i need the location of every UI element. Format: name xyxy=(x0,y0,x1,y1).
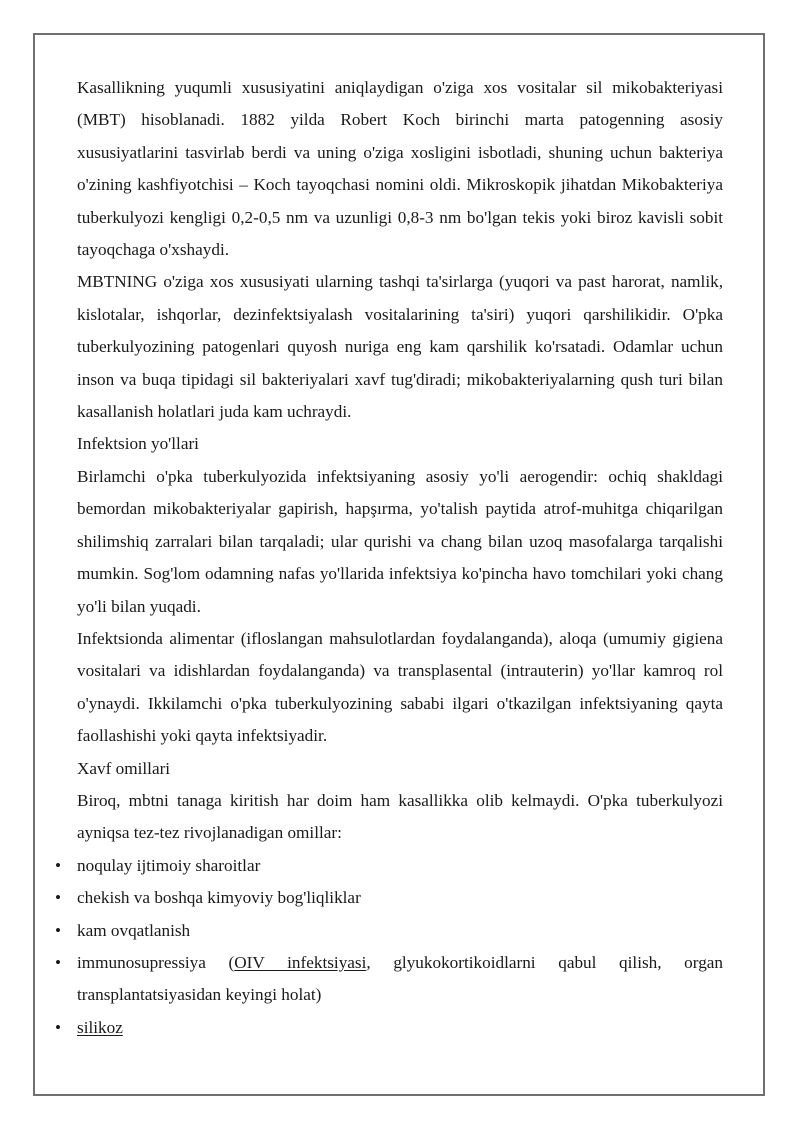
list-item-text: noqulay ijtimoiy sharoitlar xyxy=(77,855,261,875)
bullet-icon: • xyxy=(55,920,62,940)
list-item xyxy=(55,947,724,1012)
bullet-icon: • xyxy=(55,952,62,972)
paragraph-other-routes: Infektsionda alimentar (ifloslangan mahsulotlardan foydalanganda), aloqa (umumiy gigiena vositalari va idishlardan foydalanganda) va transplasental (intrauterin) yo'llar kamroq rol o'ynaydi. Ikkilamchi o'pka tuberkulyozining sababi ilgari o'tkazilgan infektsiyaning qayta faollashishi yoki qayta infektsiyadir. xyxy=(77,628,723,746)
list-item xyxy=(55,1012,723,1044)
paragraph-mbt-intro: Kasallikning yuqumli xususiyatini aniqlaydigan o'ziga xos vositalar sil mikobakteriyasi (MBT) hisoblanadi. 1882 yilda Robert Koch birinchi marta patogenning asosiy xususiyatlarini tasvirlab berdi va uning o'ziga xosligini isbotladi, shuning uchun bakteriya o'zining kashfiyotchisi – Koch tayoqchasi nomini oldi. Mikroskopik jihatdan Mikobakteriya tuberkulyozi kengligi 0,2-0,5 nm va uzunligi 0,8-3 nm bo'lgan tekis yoki biroz kavisli sobit tayoqchaga o'xshaydi. xyxy=(77,78,723,260)
risk-factor-list xyxy=(55,850,724,1044)
list-item-text-suffix: , glyukokortikoidlarni qabul qilish, organ transplantatsiyasidan keyingi holat) xyxy=(77,952,724,1005)
list-item xyxy=(55,850,723,882)
list-item-text: chekish va boshqa kimyoviy bog'liqliklar xyxy=(77,888,361,908)
hiv-infection-link[interactable]: OIV infektsiyasi xyxy=(234,952,367,972)
bullet-icon: • xyxy=(55,1017,62,1037)
heading-risk-factors: Xavf omillari xyxy=(77,758,171,778)
heading-infection-routes: Infektsion yo'llari xyxy=(77,434,199,454)
bullet-icon: • xyxy=(55,888,62,908)
paragraph-mbt-resistance: MBTNING o'ziga xos xususiyati ularning tashqi ta'sirlarga (yuqori va past harorat, namlik, kislotalar, ishqorlar, dezinfektsiyalash vositalarining ta'siri) yuqori qarshilikidir. O'pka tuberkulyozining patogenlari quyosh nuriga eng kam qarshilik ko'rsatadi. Odamlar uchun inson va buqa tipidagi sil bakteriyalari xavf tug'diradi; mikobakteriyalarning qush turi bilan kasallanish holatlari juda kam uchraydi. xyxy=(77,272,723,422)
list-item xyxy=(55,915,723,947)
silicosis-link[interactable]: silikoz xyxy=(77,1017,123,1037)
document-body xyxy=(55,72,724,1044)
list-item-text: kam ovqatlanish xyxy=(77,920,191,940)
paragraph-aerogenic-route: Birlamchi o'pka tuberkulyozida infektsiyaning asosiy yo'li aerogendir: ochiq shakldagi bemordan mikobakteriyalar gapirish, hapşırma, yo'talish paytida atrof-muhitga chiqarilgan shilimshiq zarralari bilan tarqaladi; ular qurishi va chang bilan uzoq masofalarga tarqalishi mumkin. Sog'lom odamning nafas yo'llarida infektsiya ko'pincha havo tomchilari yoki chang yo'li bilan yuqadi. xyxy=(77,466,723,616)
paragraph-risk-intro: Biroq, mbtni tanaga kiritish har doim ham kasallikka olib kelmaydi. O'pka tuberkulyozi ayniqsa tez-tez rivojlanadigan omillar: xyxy=(77,790,723,843)
list-item-text-prefix: immunosupressiya ( xyxy=(77,952,235,972)
bullet-icon: • xyxy=(55,855,62,875)
list-item xyxy=(55,882,723,914)
